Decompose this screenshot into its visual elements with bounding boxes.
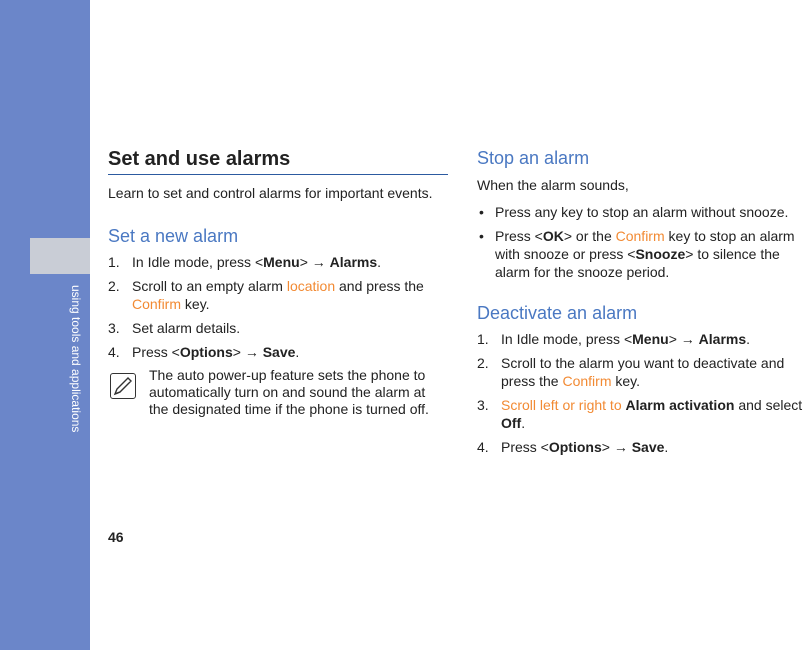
- confirm-key: Confirm: [132, 296, 182, 312]
- menu-option: Alarms: [329, 254, 378, 270]
- menu-option: Off: [501, 415, 522, 431]
- step-number: 4.: [477, 439, 489, 455]
- list-item: [477, 227, 812, 281]
- highlight-text: Scroll left or right to: [501, 397, 622, 413]
- step-text: > →: [299, 254, 330, 270]
- bullet-text: Press <: [495, 228, 543, 244]
- bullet-text: Press any key to stop an alarm without snooze.: [495, 204, 789, 220]
- list-item: [477, 203, 812, 221]
- step-text: In Idle mode, press <: [132, 254, 264, 270]
- step-item: [477, 396, 812, 432]
- menu-option: Alarms: [698, 331, 747, 347]
- step-number: 2.: [108, 278, 120, 294]
- step-item: [108, 277, 448, 313]
- step-text: In Idle mode, press <: [501, 331, 633, 347]
- highlight-text: location: [286, 278, 336, 294]
- deactivate-alarm-steps: [477, 330, 812, 456]
- bullet-text: > to silence the alarm for the snooze period.: [495, 246, 780, 280]
- step-text: > →: [601, 439, 632, 455]
- note-pencil-icon: [110, 373, 136, 399]
- page-title: Set and use alarms: [108, 146, 448, 175]
- sidebar-tab: [30, 238, 90, 274]
- step-text: > →: [232, 344, 263, 360]
- menu-key: Menu: [632, 331, 669, 347]
- options-key: Options: [548, 439, 602, 455]
- sidebar: [0, 0, 90, 650]
- set-new-alarm-steps: [108, 253, 448, 361]
- bullet-text: > or the: [563, 228, 616, 244]
- step-text: Press <: [501, 439, 549, 455]
- step-item: [108, 319, 448, 337]
- step-text: .: [521, 415, 526, 431]
- right-column: [477, 146, 812, 462]
- step-number: 1.: [477, 331, 489, 347]
- step-text: Scroll to an empty alarm: [132, 278, 287, 294]
- stop-alarm-intro: When the alarm sounds,: [477, 177, 629, 193]
- ok-key: OK: [542, 228, 564, 244]
- deactivate-alarm-heading: Deactivate an alarm: [477, 303, 638, 323]
- stop-alarm-bullets: [477, 203, 812, 281]
- confirm-key: Confirm: [562, 373, 612, 389]
- snooze-key: Snooze: [635, 246, 686, 262]
- step-text: Press <: [132, 344, 180, 360]
- set-new-alarm-heading: Set a new alarm: [108, 226, 239, 246]
- save-option: Save: [631, 439, 665, 455]
- step-number: 1.: [108, 254, 120, 270]
- step-item: [477, 354, 812, 390]
- step-text: .: [295, 344, 300, 360]
- bullet-text: key to stop an alarm with snooze or press <: [495, 228, 795, 262]
- step-number: 3.: [477, 397, 489, 413]
- step-text: key.: [181, 296, 210, 312]
- step-text: .: [377, 254, 382, 270]
- step-text: .: [664, 439, 669, 455]
- step-number: 4.: [108, 344, 120, 360]
- step-item: [477, 330, 812, 348]
- step-item: [108, 343, 448, 361]
- step-number: 3.: [108, 320, 120, 336]
- step-text: Set alarm details.: [132, 320, 241, 336]
- left-column: [108, 146, 448, 418]
- step-text: Scroll to the alarm you want to deactivate and press the: [501, 355, 785, 389]
- confirm-key: Confirm: [615, 228, 665, 244]
- step-text: key.: [611, 373, 641, 389]
- step-number: 2.: [477, 355, 489, 371]
- step-text: and press the: [335, 278, 424, 294]
- note-box: [108, 367, 448, 418]
- save-option: Save: [262, 344, 296, 360]
- options-key: Options: [179, 344, 233, 360]
- step-text: .: [746, 331, 751, 347]
- menu-key: Menu: [263, 254, 300, 270]
- note-text: The auto power-up feature sets the phone to automatically turn on and sound the alarm at the designated time if the phone is turned off.: [149, 367, 429, 417]
- step-text: > →: [668, 331, 699, 347]
- step-text: and select: [734, 397, 803, 413]
- stop-alarm-heading: Stop an alarm: [477, 148, 590, 168]
- section-intro: Learn to set and control alarms for important events.: [108, 185, 433, 201]
- step-item: [108, 253, 448, 271]
- page-number: 46: [108, 529, 124, 545]
- menu-option: Alarm activation: [625, 397, 735, 413]
- step-item: [477, 438, 812, 456]
- sidebar-label: using tools and applications: [69, 285, 83, 433]
